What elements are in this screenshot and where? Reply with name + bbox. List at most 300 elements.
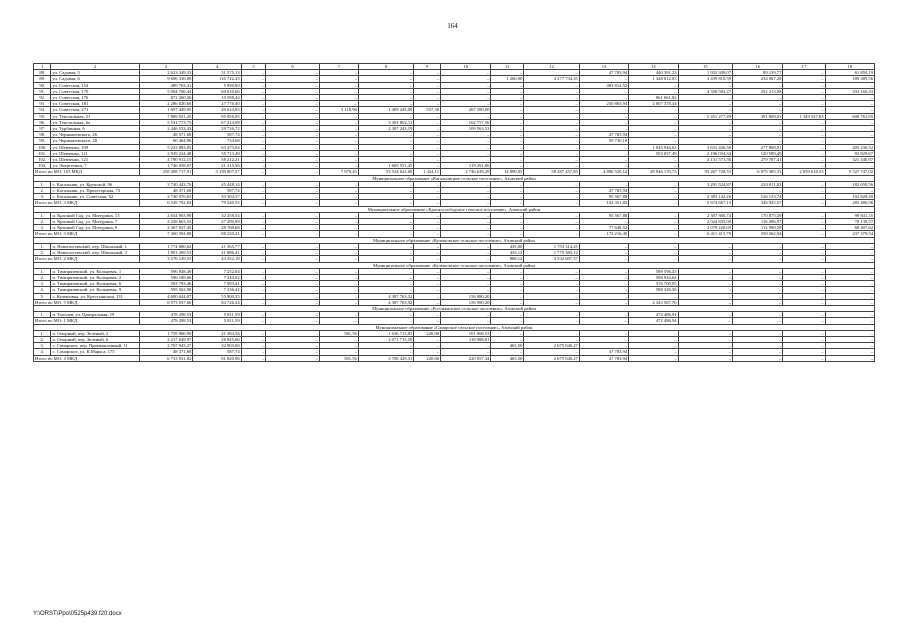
table-cell: – [441, 150, 491, 156]
table-cell: 20 624,95 [193, 107, 241, 113]
column-header: 10 [441, 64, 491, 70]
table-cell: – [524, 138, 580, 144]
column-header: 3 [139, 64, 192, 70]
table-cell: – [241, 281, 266, 287]
column-header: 17 [783, 64, 825, 70]
table-cell: ул. Советская, 176 [51, 95, 139, 101]
table-cell: – [579, 126, 628, 132]
table-cell: 734,68 [193, 138, 241, 144]
table-cell: 3. [34, 281, 51, 287]
total-cell: 6 733 931,82 [139, 355, 192, 361]
table-cell: – [783, 312, 825, 318]
table-cell: – [241, 163, 266, 169]
column-header: 7 [319, 64, 358, 70]
table-cell: – [733, 268, 783, 274]
table-cell: – [319, 250, 358, 256]
table-cell: 4 387 763,52 [358, 293, 414, 299]
table-cell: – [524, 274, 580, 280]
table-cell: 861 661,82 [629, 95, 678, 101]
table-cell: 4 131 571,56 [678, 157, 732, 163]
section-title: Муниципальное образование «Самарское сельское поселение», Азовский район [34, 324, 875, 330]
table-cell: 95 856,05 [193, 113, 241, 119]
table-cell: – [524, 349, 580, 355]
total-cell: 478 298,53 [139, 318, 192, 324]
table-cell: – [319, 157, 358, 163]
table-cell: – [319, 312, 358, 318]
table-cell: п. Тимирязевский, ул. Кольцевая, 6 [51, 281, 139, 287]
table-cell: – [733, 163, 783, 169]
table-cell: – [266, 274, 319, 280]
table-cell: – [491, 101, 524, 107]
total-cell: 581,56 [319, 355, 358, 361]
table-cell: – [358, 225, 414, 231]
table-cell: – [783, 225, 825, 231]
table-cell: – [733, 274, 783, 280]
table-cell: – [441, 138, 491, 144]
total-cell: 868,12 [491, 256, 524, 262]
table-cell: 28 760,68 [193, 225, 241, 231]
total-cell: – [266, 299, 319, 305]
table-cell: ул. Шевченко, 109 [51, 144, 139, 150]
total-cell: – [414, 256, 441, 262]
table-cell: – [825, 349, 874, 355]
total-cell: – [825, 256, 874, 262]
total-cell: 4 387 763,52 [358, 299, 414, 305]
table-cell: – [266, 219, 319, 225]
table-cell: – [733, 281, 783, 287]
table-cell: – [825, 293, 874, 299]
table-cell: – [524, 157, 580, 163]
table-cell: – [491, 212, 524, 218]
table-cell: 5 301 802,11 [358, 119, 414, 125]
table-cell: – [319, 132, 358, 138]
table-cell: 2 446 533,43 [139, 126, 192, 132]
table-cell: 5 811,59 [193, 312, 241, 318]
table-cell: – [319, 349, 358, 355]
table-cell: ул. Шевченко, 111 [51, 150, 139, 156]
table-cell: – [733, 107, 783, 113]
table-cell: ул. Чернышевского, 28 [51, 138, 139, 144]
table-cell: – [241, 101, 266, 107]
table-cell: – [241, 181, 266, 187]
table-cell: – [491, 163, 524, 169]
table-cell: – [629, 336, 678, 342]
table-cell: – [629, 119, 678, 125]
table-cell: 95 567,88 [579, 212, 628, 218]
table-cell: 60 810,66 [193, 88, 241, 94]
table-cell: – [678, 138, 732, 144]
total-cell: – [825, 355, 874, 361]
table-cell: – [241, 330, 266, 336]
table-cell: – [414, 293, 441, 299]
table-cell: – [629, 349, 678, 355]
table-cell: – [733, 250, 783, 256]
table-cell: – [491, 312, 524, 318]
table-cell: ул. Советская, 181 [51, 101, 139, 107]
table-cell: – [491, 82, 524, 88]
table-cell: – [491, 293, 524, 299]
table-cell: – [319, 336, 358, 342]
table-cell: 1 260,00 [491, 76, 524, 82]
table-cell: 9 606 336,08 [139, 76, 192, 82]
section-title: Муниципальное образование «Рогожкинское сельское поселение», Азовский район [34, 305, 875, 311]
table-cell: – [678, 330, 732, 336]
table-cell: – [319, 281, 358, 287]
table-cell: – [629, 132, 678, 138]
table-cell: – [358, 132, 414, 138]
table-cell: – [783, 95, 825, 101]
table-cell: 61 850,19 [825, 70, 874, 76]
total-cell: 5 811,59 [193, 318, 241, 324]
table-cell: 27 200,99 [193, 219, 241, 225]
table-cell: 333 160,43 [825, 88, 874, 94]
table-cell: – [358, 312, 414, 318]
table-cell: – [358, 212, 414, 218]
table-cell: 92. [34, 95, 51, 101]
table-cell: – [241, 336, 266, 342]
table-cell: – [241, 219, 266, 225]
table-cell: – [441, 212, 491, 218]
table-cell: – [678, 188, 732, 194]
column-header: 11 [491, 64, 524, 70]
table-cell: 156 980,20 [441, 293, 491, 299]
table-cell: – [266, 343, 319, 349]
table-cell: – [733, 188, 783, 194]
page-number: 164 [447, 22, 458, 30]
table-cell: – [579, 113, 628, 119]
table-cell: п. Опорный, пер. Зеленый, 6 [51, 336, 139, 342]
table-cell: – [491, 330, 524, 336]
table-cell: 45 448,14 [193, 181, 241, 187]
table-cell: – [319, 219, 358, 225]
table-cell: – [783, 119, 825, 125]
table-cell: – [783, 194, 825, 200]
table-cell: – [524, 330, 580, 336]
total-cell: – [783, 200, 825, 206]
table-cell: 102 828,40 [825, 194, 874, 200]
table-cell: 5 531 773,75 [139, 119, 192, 125]
table-cell: – [579, 144, 628, 150]
table-cell: п. Новополтавский, пер. Школьный, 3 [51, 250, 139, 256]
table-cell: 587,74 [193, 349, 241, 355]
table-cell: – [783, 70, 825, 76]
table-cell: – [491, 144, 524, 150]
table-cell: 10 598,44 [193, 95, 241, 101]
table-cell: – [414, 181, 441, 187]
table-cell: 98. [34, 132, 51, 138]
table-cell: п. Тимирязевский, ул. Кольцевая, 1 [51, 268, 139, 274]
table-cell: – [783, 126, 825, 132]
table-cell: с. Кагальник, ул. Крупской, 96 [51, 181, 139, 187]
table-cell: – [414, 95, 441, 101]
table-cell: – [825, 243, 874, 249]
table-cell: – [491, 70, 524, 76]
table-cell: 4 790 912,15 [139, 157, 192, 163]
table-cell: – [266, 212, 319, 218]
total-label: Итого по МО: 2 МКД [34, 256, 140, 262]
table-cell: 220 811,83 [733, 181, 783, 187]
table-cell: 1. [34, 243, 51, 249]
total-cell: 1 324,11 [414, 169, 441, 175]
column-header: 5 [241, 64, 266, 70]
table-cell: – [266, 76, 319, 82]
total-cell: – [783, 231, 825, 237]
table-cell: – [319, 150, 358, 156]
table-cell: – [414, 349, 441, 355]
table-cell: – [629, 163, 678, 169]
table-cell: 1. [34, 312, 51, 318]
table-cell: 1. [34, 181, 51, 187]
table-cell: – [358, 150, 414, 156]
table-cell: – [579, 274, 628, 280]
table-cell: ул. Садовая, 6 [51, 76, 139, 82]
table-cell: – [733, 82, 783, 88]
table-cell: 489 763,41 [139, 82, 192, 88]
table-cell: – [783, 287, 825, 293]
table-cell: – [678, 95, 732, 101]
total-cell: 6 411 415,79 [678, 231, 732, 237]
table-cell: – [678, 287, 732, 293]
table-cell: – [825, 82, 874, 88]
table-cell: 27 776,40 [193, 101, 241, 107]
table-cell: – [358, 113, 414, 119]
table-cell: – [241, 88, 266, 94]
table-cell: – [319, 70, 358, 76]
table-cell: – [241, 250, 266, 256]
table-cell: – [783, 219, 825, 225]
table-cell: – [524, 188, 580, 194]
table-cell: 2 286 020,68 [139, 101, 192, 107]
table-cell: – [733, 138, 783, 144]
total-cell: 14 890,05 [491, 169, 524, 175]
table-cell: 101. [34, 150, 51, 156]
table-cell: – [524, 268, 580, 274]
table-cell: – [579, 287, 628, 293]
table-cell: – [319, 194, 358, 200]
table-cell: – [491, 188, 524, 194]
table-cell: – [524, 88, 580, 94]
table-cell: 2 740 976,65 [139, 194, 192, 200]
table-cell: – [678, 268, 732, 274]
table-cell: – [414, 268, 441, 274]
table-cell: 70 130,57 [825, 219, 874, 225]
total-cell: – [524, 318, 580, 324]
table-cell: 120 589,49 [733, 150, 783, 156]
table-cell: – [524, 132, 580, 138]
table-cell: 589 596,45 [629, 268, 678, 274]
table-cell: 7 244,02 [193, 274, 241, 280]
table-cell: – [491, 336, 524, 342]
total-cell: 84 726,24 [193, 299, 241, 305]
total-cell: – [579, 299, 628, 305]
table-cell: – [629, 113, 678, 119]
total-cell: – [241, 299, 266, 305]
table-cell: – [441, 287, 491, 293]
table-cell: – [441, 250, 491, 256]
table-cell: – [266, 107, 319, 113]
table-cell: – [441, 70, 491, 76]
table-cell: – [266, 101, 319, 107]
table-cell: – [266, 138, 319, 144]
total-cell: – [266, 355, 319, 361]
table-cell: 1 349 327,83 [783, 113, 825, 119]
total-cell: 2 675 040,27 [524, 355, 580, 361]
table-cell: 205 230,52 [825, 144, 874, 150]
table-cell: 58 212,21 [193, 157, 241, 163]
table-cell: – [414, 312, 441, 318]
table-cell: – [783, 274, 825, 280]
table-cell: – [579, 243, 628, 249]
table-cell: – [266, 268, 319, 274]
table-cell: – [266, 113, 319, 119]
table-cell: п. Тополев, ул. Центральная, 19 [51, 312, 139, 318]
table-cell: – [414, 157, 441, 163]
table-cell: – [319, 163, 358, 169]
table-cell: 4 600 644,07 [139, 293, 192, 299]
table-cell: 2. [34, 250, 51, 256]
total-cell: 346 945,57 [733, 200, 783, 206]
table-cell: 4. [34, 349, 51, 355]
table-cell: 503 057,49 [629, 150, 678, 156]
table-cell: 116 496,97 [733, 219, 783, 225]
table-cell: – [241, 126, 266, 132]
table-cell: – [241, 243, 266, 249]
table-cell: – [414, 250, 441, 256]
table-cell: – [441, 88, 491, 94]
table-cell: – [825, 126, 874, 132]
table-cell: – [733, 243, 783, 249]
table-cell: 1 774 880,02 [139, 243, 192, 249]
total-cell: 6 973 037,66 [139, 299, 192, 305]
table-cell: – [266, 82, 319, 88]
table-cell: – [266, 157, 319, 163]
table-cell: – [579, 119, 628, 125]
table-cell: – [319, 268, 358, 274]
table-cell: – [524, 126, 580, 132]
table-cell: – [414, 76, 441, 82]
section-title: Муниципальное образование «Кагальницкое сельское поселение», Азовский район [34, 175, 875, 181]
table-cell: 600 761,85 [825, 113, 874, 119]
table-cell: – [783, 132, 825, 138]
table-cell: 182 658,56 [825, 181, 874, 187]
table-cell: – [414, 274, 441, 280]
column-header: 14 [629, 64, 678, 70]
table-cell: 1 759 966,90 [139, 330, 192, 336]
table-cell: – [783, 82, 825, 88]
table-cell: – [319, 119, 358, 125]
table-cell: 47 783,94 [579, 70, 628, 76]
table-cell: – [266, 349, 319, 355]
table-cell: – [524, 225, 580, 231]
table-cell: 2. [34, 188, 51, 194]
table-cell: – [441, 349, 491, 355]
table-cell: – [825, 101, 874, 107]
table-cell: – [678, 107, 732, 113]
table-cell: – [524, 293, 580, 299]
table-cell: – [629, 157, 678, 163]
table-cell: 1 697 449,95 [139, 107, 192, 113]
table-cell: – [524, 219, 580, 225]
table-cell: 4 277 734,35 [524, 76, 580, 82]
table-cell: – [491, 225, 524, 231]
table-cell: – [241, 82, 266, 88]
table-cell: ул. Чернышевского, 26 [51, 132, 139, 138]
total-cell: 3 576 149,55 [139, 256, 192, 262]
table-cell: – [783, 250, 825, 256]
table-cell: – [783, 281, 825, 287]
table-cell: 1 952 309,07 [678, 70, 732, 76]
table-cell: – [491, 157, 524, 163]
table-cell: – [358, 343, 414, 349]
table-cell: – [266, 188, 319, 194]
table-cell: – [579, 107, 628, 113]
total-cell: – [441, 256, 491, 262]
table-cell: 5. [34, 293, 51, 299]
table-cell: – [579, 312, 628, 318]
table-cell: 321 340,97 [825, 157, 874, 163]
table-cell: – [783, 157, 825, 163]
table-cell: – [358, 101, 414, 107]
table-cell: – [241, 138, 266, 144]
table-cell: – [441, 157, 491, 163]
table-cell: 3 118,96 [319, 107, 358, 113]
table-cell: – [733, 336, 783, 342]
table-cell: – [319, 287, 358, 293]
table-cell: 587,74 [193, 188, 241, 194]
table-cell: – [678, 163, 732, 169]
table-cell: – [579, 163, 628, 169]
table-cell: – [491, 349, 524, 355]
table-cell: – [266, 95, 319, 101]
table-cell: – [491, 119, 524, 125]
total-cell: – [579, 318, 628, 324]
table-cell: 2 307 243,19 [358, 126, 414, 132]
table-cell: 465,50 [491, 343, 524, 349]
table-cell: – [441, 181, 491, 187]
table-cell: – [524, 312, 580, 318]
table-cell: – [491, 181, 524, 187]
total-cell: 350 362,94 [733, 231, 783, 237]
total-label: Итого по МО: 5 МКД [34, 299, 140, 305]
total-cell: 47 783,94 [579, 355, 628, 361]
table-cell: 472 486,94 [629, 312, 678, 318]
total-cell: – [825, 318, 874, 324]
total-cell: – [241, 231, 266, 237]
table-cell: 90. [34, 82, 51, 88]
table-cell: – [414, 144, 441, 150]
table-cell: – [241, 268, 266, 274]
table-cell: – [358, 243, 414, 249]
table-cell: с. Самарское, пер. Промышленный, 11 [51, 343, 139, 349]
table-cell: – [783, 188, 825, 194]
table-cell: 576 700,05 [629, 281, 678, 287]
table-cell: – [629, 194, 678, 200]
table-cell: 2 238 663,53 [139, 219, 192, 225]
table-cell: – [491, 287, 524, 293]
column-header: 8 [358, 64, 414, 70]
table-cell: 1 753 314,25 [524, 243, 580, 249]
total-cell: – [241, 256, 266, 262]
table-cell: – [358, 181, 414, 187]
table-cell: – [629, 82, 678, 88]
table-cell: – [358, 82, 414, 88]
total-cell: – [678, 318, 732, 324]
table-cell: 116 722,25 [193, 76, 241, 82]
table-cell: – [491, 132, 524, 138]
total-cell: 93 267 728,55 [678, 169, 732, 175]
table-cell: – [441, 132, 491, 138]
table-cell: – [678, 243, 732, 249]
